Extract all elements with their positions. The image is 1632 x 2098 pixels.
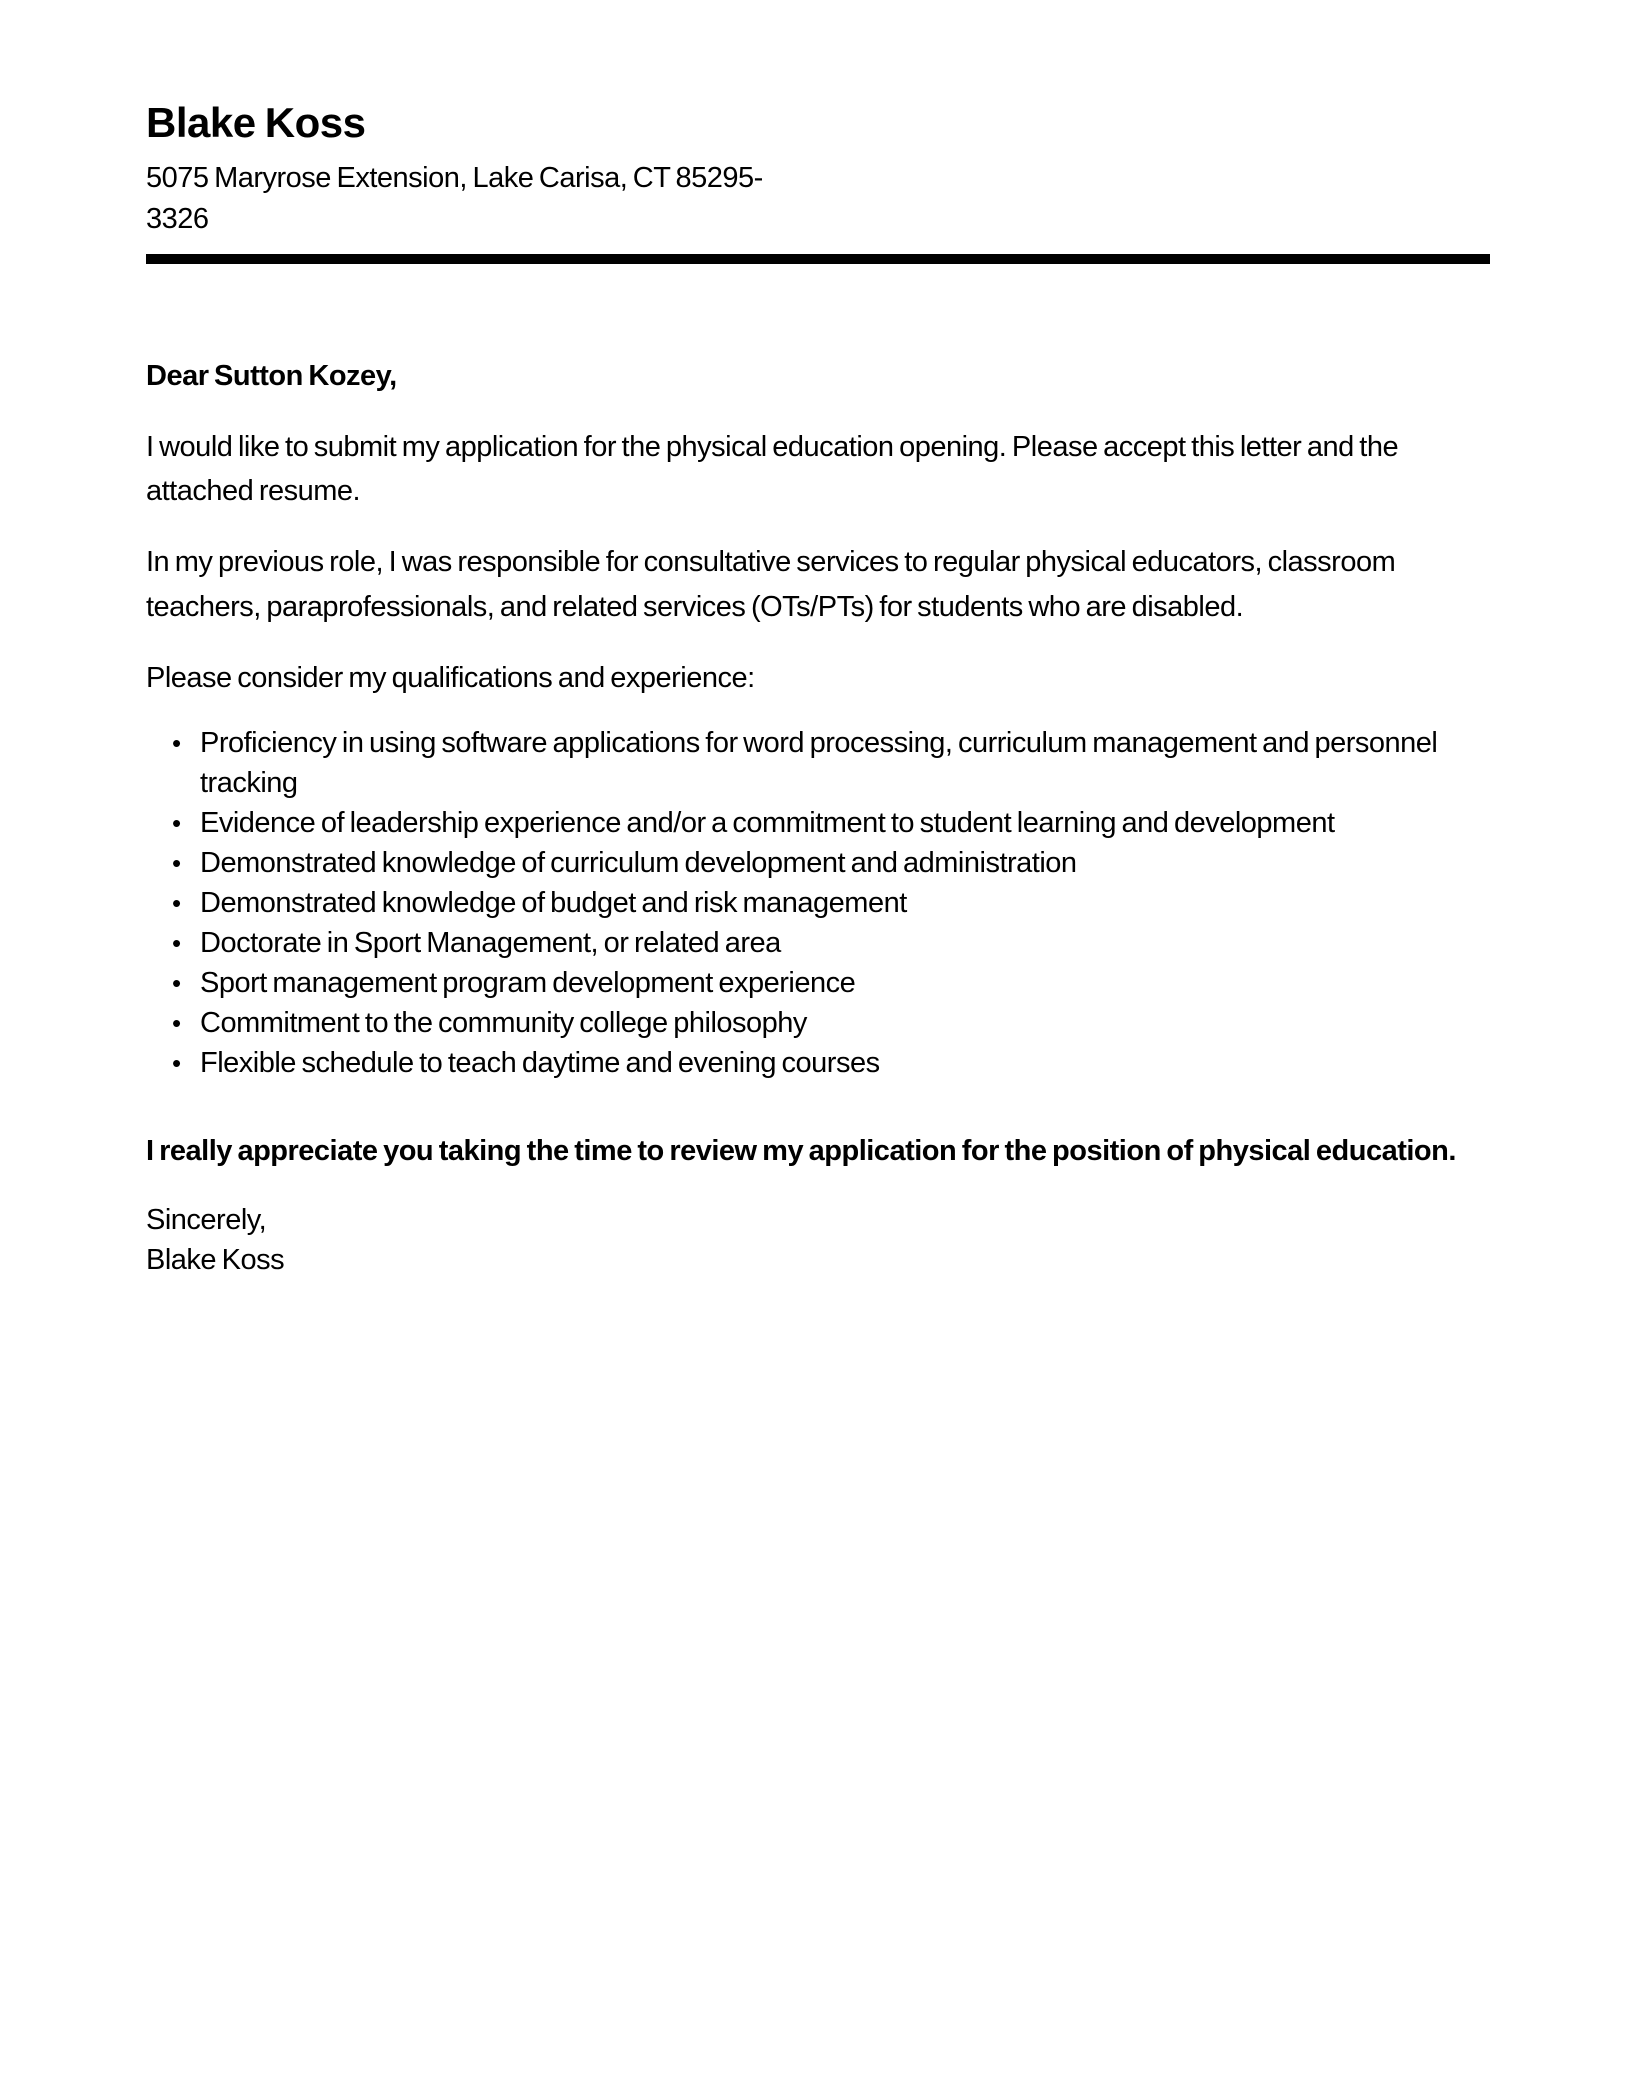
bullet-icon: • bbox=[172, 1008, 181, 1039]
bullet-icon: • bbox=[172, 728, 181, 759]
qualification-item bbox=[146, 723, 1490, 803]
qualification-item bbox=[146, 803, 1490, 843]
signature-block bbox=[146, 1200, 1490, 1280]
sender-name: Blake Koss bbox=[146, 99, 366, 146]
qualification-item bbox=[146, 1003, 1490, 1043]
qualification-text: Flexible schedule to teach daytime and evening courses bbox=[200, 1047, 880, 1080]
salutation: Dear Sutton Kozey, bbox=[146, 359, 397, 392]
closing-statement: I really appreciate you taking the time to review my application for the position of physical education. bbox=[146, 1135, 1456, 1168]
header-divider bbox=[146, 254, 1490, 264]
qualifications-list bbox=[146, 723, 1490, 1083]
bullet-icon: • bbox=[172, 1048, 181, 1079]
qualification-item bbox=[146, 1043, 1490, 1083]
paragraph-intro: I would like to submit my application for the physical education opening. Please accept this letter and the attached resume. bbox=[146, 430, 1399, 508]
qualification-text: Evidence of leadership experience and/or a commitment to student learning and development bbox=[200, 807, 1335, 840]
qualification-text: Demonstrated knowledge of curriculum development and administration bbox=[200, 847, 1077, 880]
qualification-item bbox=[146, 843, 1490, 883]
letter-header bbox=[146, 98, 1490, 264]
bullet-icon: • bbox=[172, 928, 181, 959]
bullet-icon: • bbox=[172, 968, 181, 999]
qualification-text: Commitment to the community college philosophy bbox=[200, 1007, 807, 1040]
sender-address-line2: 3326 bbox=[146, 202, 209, 235]
signature-name: Blake Koss bbox=[146, 1244, 285, 1277]
qualification-text: Demonstrated knowledge of budget and risk management bbox=[200, 887, 907, 920]
qualification-text: Proficiency in using software applications for word processing, curriculum management and personnel tracking bbox=[200, 727, 1438, 800]
signoff: Sincerely, bbox=[146, 1204, 267, 1237]
bullet-icon: • bbox=[172, 888, 181, 919]
paragraph-qualifications-lead: Please consider my qualifications and experience: bbox=[146, 662, 755, 695]
qualification-text: Sport management program development experience bbox=[200, 967, 856, 1000]
sender-address-line1: 5075 Maryrose Extension, Lake Carisa, CT 85295- bbox=[146, 162, 763, 195]
qualification-item bbox=[146, 883, 1490, 923]
qualification-item bbox=[146, 963, 1490, 1003]
qualification-text: Doctorate in Sport Management, or related area bbox=[200, 927, 781, 960]
bullet-icon: • bbox=[172, 848, 181, 879]
letter-body bbox=[146, 354, 1490, 1281]
sender-address bbox=[146, 158, 1490, 239]
qualification-item bbox=[146, 923, 1490, 963]
bullet-icon: • bbox=[172, 808, 181, 839]
paragraph-previous-role: In my previous role, I was responsible for consultative services to regular physical educators, classroom teachers, paraprofessionals, and related services (OTs/PTs) for students who are disabled. bbox=[146, 546, 1396, 624]
